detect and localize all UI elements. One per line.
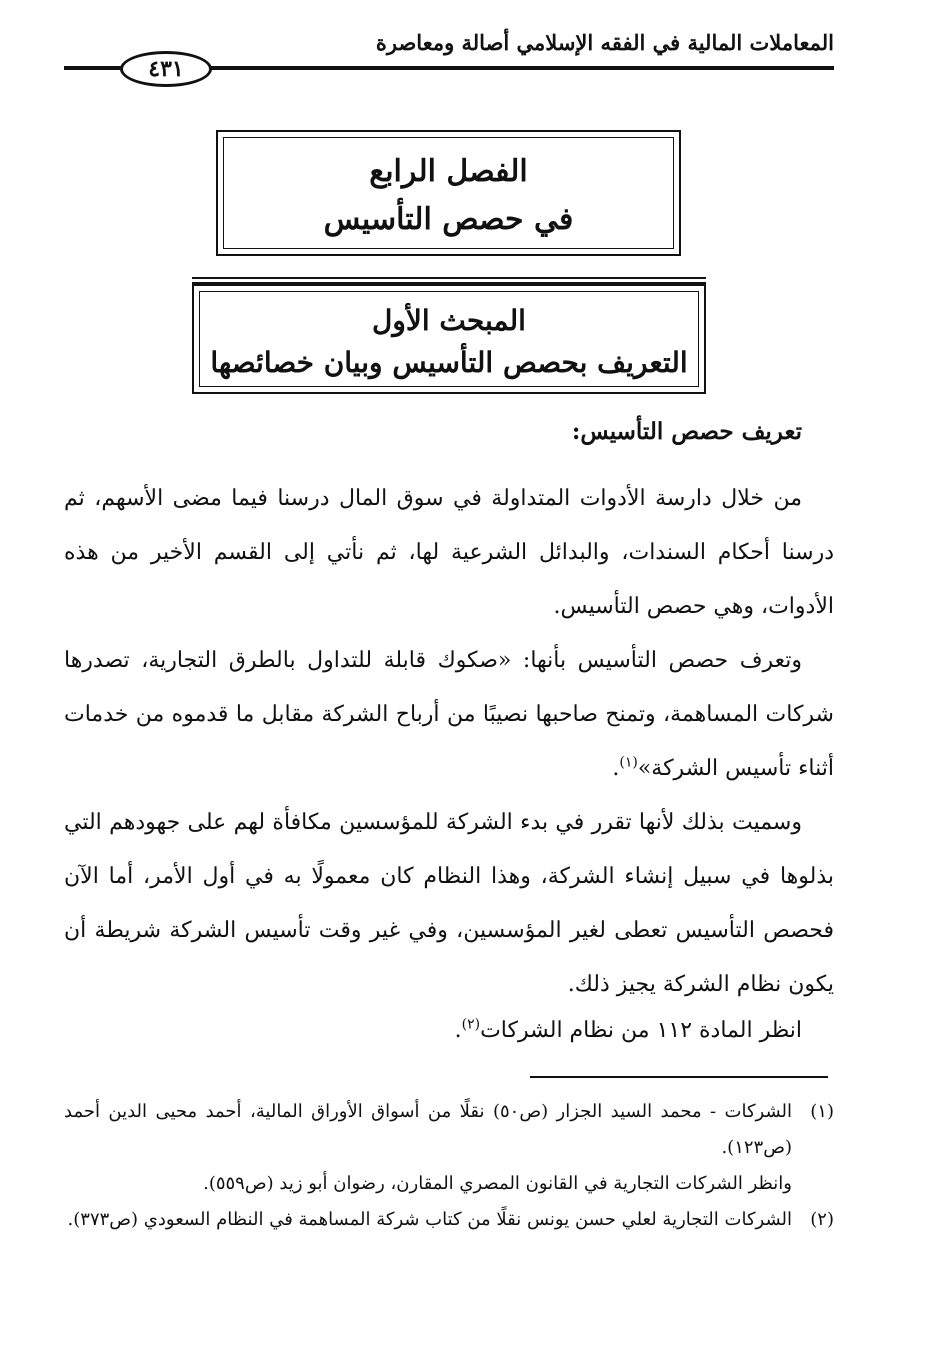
paragraph-4-end: . — [454, 1018, 462, 1043]
paragraph-4 — [64, 1004, 834, 1058]
footnote-2-number: (٢) — [810, 1209, 834, 1230]
chapter-title-line1: الفصل الرابع — [369, 154, 528, 189]
section-title-box — [192, 284, 706, 394]
paragraph-4-text: انظر المادة ١١٢ من نظام الشركات — [480, 1018, 802, 1043]
section-title-line2: التعريف بحصص التأسيس وبيان خصائصها — [210, 346, 688, 379]
running-title: المعاملات المالية في الفقه الإسلامي أصالة ومعاصرة — [375, 30, 834, 55]
footnote-1 — [64, 1094, 834, 1166]
footnote-2 — [64, 1202, 834, 1238]
paragraph-3: وسميت بذلك لأنها تقرر في بدء الشركة للمؤسسين مكافأة لهم على جهودهم التي بذلوها في سبيل إنشاء الشركة، وهذا النظام كان معمولًا به في أول الأمر، أما الآن فحصص التأسيس تعطى لغير المؤسسين، وفي غير وقت تأسيس الشركة شريطة أن يكون نظام الشركة يجيز ذلك. — [64, 810, 834, 997]
page-number: ٤٣١ — [120, 51, 212, 87]
footnotes — [64, 1094, 834, 1238]
footnote-rule — [530, 1076, 828, 1078]
chapter-title-box — [216, 130, 681, 256]
subheading: تعريف حصص التأسيس: — [571, 418, 802, 445]
paragraph-2-end: . — [612, 756, 620, 781]
section-title-line1: المبحث الأول — [372, 304, 526, 337]
footnote-1-continuation: وانظر الشركات التجارية في القانون المصري المقارن، رضوان أبو زيد (ص٥٥٩). — [203, 1173, 792, 1194]
footnote-1-number: (١) — [810, 1101, 834, 1122]
section-title — [194, 300, 704, 384]
footnote-ref-2[interactable]: (٢) — [461, 1016, 481, 1033]
footnote-ref-1[interactable]: (١) — [619, 754, 638, 771]
chapter-title-line2: في حصص التأسيس — [323, 202, 574, 237]
section-top-rule — [192, 277, 706, 284]
chapter-title — [218, 148, 679, 244]
paragraph-1: من خلال دارسة الأدوات المتداولة في سوق المال درسنا فيما مضى الأسهم، ثم درسنا أحكام السندات، والبدائل الشرعية لها، ثم نأتي إلى القسم الأخير من هذه الأدوات، وهي حصص التأسيس. — [64, 486, 834, 619]
footnote-2-text: الشركات التجارية لعلي حسن يونس نقلًا من كتاب شركة المساهمة في النظام السعودي (ص٣٧٣). — [67, 1209, 792, 1230]
paragraph-2-text: وتعرف حصص التأسيس بأنها: «صكوك قابلة للتداول بالطرق التجارية، تصدرها شركات المساهمة، وتمنح صاحبها نصيبًا من أرباح الشركة مقابل ما قدموه من خدمات أثناء تأسيس الشركة» — [64, 648, 834, 781]
footnote-1-text: الشركات - محمد السيد الجزار (ص٥٠) نقلًا من أسواق الأوراق المالية، أحمد محيى الدين أحمد (ص١٢٣). — [64, 1101, 793, 1158]
paragraph-2 — [64, 634, 834, 796]
